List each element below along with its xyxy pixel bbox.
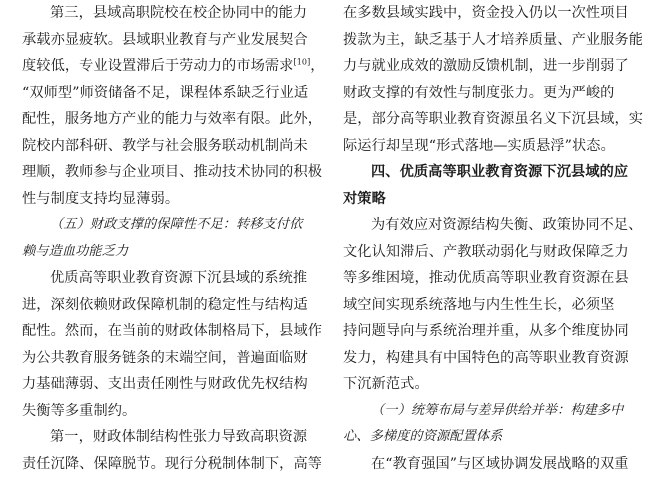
paragraph-line: 进，深刻依赖财政保障机制的稳定性与结构适 [22, 292, 322, 319]
citation-marker[interactable]: [10] [293, 57, 310, 66]
paragraph-line: 失衡等多重制约。 [22, 398, 322, 425]
paragraph-line: 财政支撑的有效性与制度张力。更为严峻的 [343, 80, 643, 107]
right-column [343, 0, 643, 477]
paragraph-line: 等多维困境，推动优质高等职业教育资源在县 [343, 265, 643, 292]
paragraph-line: 力与就业成效的激励反馈机制，进一步削弱了 [343, 53, 643, 80]
paragraph-line: 在“教育强国”与区域协调发展战略的双重 [343, 451, 643, 477]
paragraph-line: 在多数县域实践中，资金投入仍以一次性项目 [343, 0, 643, 27]
paragraph-line: 配性，服务地方产业的能力与效率有限。此外， [22, 106, 322, 133]
paragraph-line: “双师型”师资储备不足，课程体系缺乏行业适 [22, 80, 322, 107]
paragraph-line: 文化认知滞后、产教联动弱化与财政保障乏力 [343, 239, 643, 266]
paragraph-line: 度较低，专业设置滞后于劳动力的市场需求[10]， [22, 53, 322, 80]
paragraph-line: 优质高等职业教育资源下沉县域的系统推 [22, 265, 322, 292]
section-heading: 四、优质高等职业教育资源下沉县域的应 [343, 159, 643, 186]
paragraph-line: 理顺，教师参与企业项目、推动技术协同的积极 [22, 159, 322, 186]
paragraph-line: 持问题导向与系统治理并重，从多个维度协同 [343, 318, 643, 345]
subsection-heading: （五）财政支撑的保障性不足：转移支付依 [22, 212, 322, 239]
paragraph-line: 为公共教育服务链条的末端空间，普遍面临财 [22, 345, 322, 372]
paragraph-line: 域空间实现系统落地与内生性生长，必须坚 [343, 292, 643, 319]
paragraph-line: 为有效应对资源结构失衡、政策协同不足、 [343, 212, 643, 239]
subsection-heading: （一）统筹布局与差异供给并举：构建多中 [343, 398, 643, 425]
subsection-heading: 赖与造血功能乏力 [22, 239, 322, 266]
paragraph-line: 力基础薄弱、支出责任刚性与财政优先权结构 [22, 371, 322, 398]
section-heading: 对策略 [343, 186, 643, 213]
subsection-heading: 心、多梯度的资源配置体系 [343, 424, 643, 451]
paragraph-line: 配性。然而，在当前的财政体制格局下，县域作 [22, 318, 322, 345]
paragraph-line: 院校内部科研、教学与社会服务联动机制尚未 [22, 133, 322, 160]
paragraph-line: 发力，构建具有中国特色的高等职业教育资源 [343, 345, 643, 372]
paragraph-line: 第三，县域高职院校在校企协同中的能力 [22, 0, 322, 27]
paragraph-line: 第一，财政体制结构性张力导致高职资源 [22, 424, 322, 451]
paragraph-line: 际运行却呈现“形式落地—实质悬浮”状态。 [343, 133, 643, 160]
paragraph-line: 拨款为主，缺乏基于人才培养质量、产业服务能 [343, 27, 643, 54]
paragraph-line: 承载亦显疲软。县域职业教育与产业发展契合 [22, 27, 322, 54]
paragraph-line: 是，部分高等职业教育资源虽名义下沉县域，实 [343, 106, 643, 133]
left-column [22, 0, 322, 477]
paragraph-line: 性与制度支持均显薄弱。 [22, 186, 322, 213]
paragraph-line: 下沉新范式。 [343, 371, 643, 398]
paragraph-line: 责任沉降、保障脱节。现行分税制体制下，高等 [22, 451, 322, 477]
